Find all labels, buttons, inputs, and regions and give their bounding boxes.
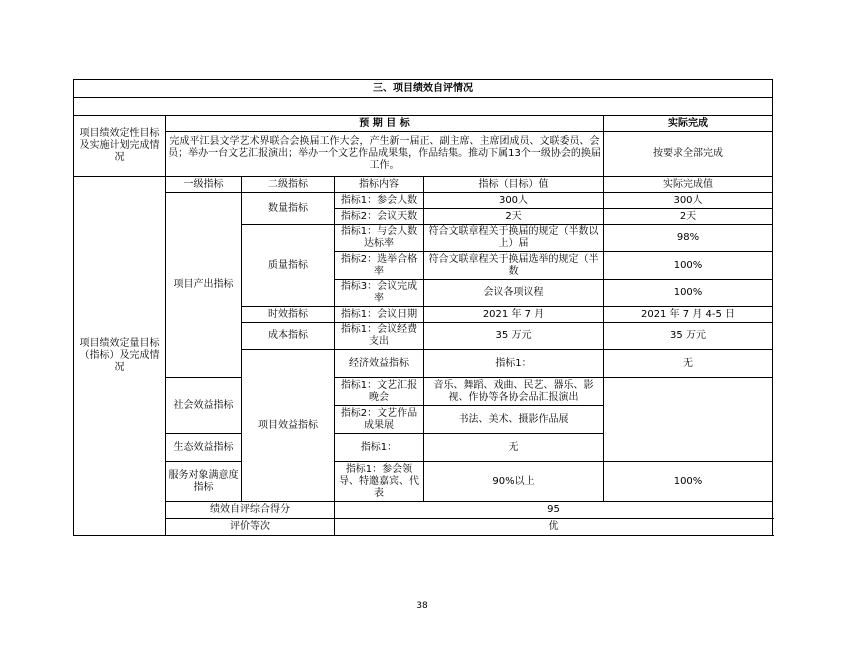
grade-row [74, 519, 773, 536]
indicator-content: 指标1：与会人数达标率 [335, 225, 424, 252]
table-row [74, 378, 773, 406]
output-level1: 项目产出指标 [166, 193, 242, 378]
timeliness-level2: 时效指标 [242, 307, 335, 323]
quality-level2: 质量指标 [242, 225, 335, 307]
quantity-level2: 数量指标 [242, 193, 335, 225]
satisfaction-level2: 服务对象满意度指标 [166, 462, 242, 502]
indicator-content: 指标1：会议经费支出 [335, 323, 424, 350]
qual-content-row [74, 132, 773, 177]
indicator-target: 会议各项议程 [424, 280, 604, 307]
indicator-actual: 35 万元 [604, 323, 773, 350]
score-label: 绩效自评综合得分 [166, 502, 335, 519]
qual-label: 项目绩效定性目标及实施计划完成情况 [74, 116, 166, 177]
col-header-content: 指标内容 [335, 177, 424, 193]
indicator-content: 指标2：选举合格率 [335, 252, 424, 280]
economic-level2: 经济效益指标 [335, 350, 424, 378]
quant-label: 项目绩效定量目标（指标）及完成情况 [74, 177, 166, 536]
indicator-target: 音乐、舞蹈、戏曲、民艺、器乐、影视、作协等各协会品汇报演出 [424, 378, 604, 406]
quant-header-row [74, 177, 773, 193]
indicator-content: 指标2：文艺作品成果展 [335, 406, 424, 434]
expected-header: 预 期 目 标 [166, 116, 604, 132]
blank-row [74, 98, 773, 116]
indicator-actual: 100% [604, 280, 773, 307]
indicator-target: 35 万元 [424, 323, 604, 350]
indicator-content: 指标1：参会领导、特邀嘉宾、代表 [335, 462, 424, 502]
actual-header: 实际完成 [604, 116, 773, 132]
benefit-level1: 项目效益指标 [242, 350, 335, 502]
ecological-level2: 生态效益指标 [166, 434, 242, 462]
indicator-content: 指标3：会议完成率 [335, 280, 424, 307]
blank-cell [74, 98, 773, 116]
indicator-content: 指标1：会议日期 [335, 307, 424, 323]
table-row [74, 193, 773, 209]
score-row [74, 502, 773, 519]
indicator-target: 90%以上 [424, 462, 604, 502]
indicator-actual: 300人 [604, 193, 773, 209]
indicator-actual: 98% [604, 225, 773, 252]
indicator-target: 无 [604, 350, 773, 378]
indicator-actual: 2021 年 7 月 4-5 日 [604, 307, 773, 323]
cost-level2: 成本指标 [242, 323, 335, 350]
col-header-actual: 实际完成值 [604, 177, 773, 193]
page-number: 38 [416, 601, 428, 611]
table-row [74, 434, 773, 462]
indicator-content: 指标1： [335, 434, 424, 462]
performance-table [73, 79, 773, 536]
indicator-actual: 100% [604, 462, 773, 502]
indicator-actual: 100% [604, 252, 773, 280]
col-header-level2: 二级指标 [242, 177, 335, 193]
indicator-target: 300人 [424, 193, 604, 209]
indicator-target: 符合文联章程关于换届的规定（半数以上）届 [424, 225, 604, 252]
indicator-actual: 2天 [604, 209, 773, 225]
indicator-content: 指标1：文艺汇报晚会 [335, 378, 424, 406]
section-title: 三、项目绩效自评情况 [74, 80, 773, 98]
indicator-target: 书法、美术、摄影作品展 [424, 406, 604, 434]
actual-text: 按要求全部完成 [604, 132, 773, 177]
indicator-target: 无 [424, 434, 604, 462]
expected-text: 完成平江县文学艺术界联合会换届工作大会，产生新一届正、副主席、主席团成员、文联委员、会员；举办一台文艺汇报演出；举办一个文艺作品成果集，作品结集。推动下属13个一级协会的换届工作。 [166, 132, 604, 177]
indicator-content: 指标2：会议天数 [335, 209, 424, 225]
col-header-level1: 一级指标 [166, 177, 242, 193]
title-row [74, 80, 773, 98]
indicator-content: 指标1：参会人数 [335, 193, 424, 209]
grade-label: 评价等次 [166, 519, 335, 536]
table-row [74, 462, 773, 486]
indicator-content: 指标1： [424, 350, 604, 378]
score-value: 95 [335, 502, 773, 519]
col-header-target: 指标（目标）值 [424, 177, 604, 193]
grade-value: 优 [335, 519, 773, 536]
indicator-target: 符合文联章程关于换届选举的规定（半数 [424, 252, 604, 280]
indicator-target: 2021 年 7 月 [424, 307, 604, 323]
social-level2: 社会效益指标 [166, 378, 242, 434]
indicator-target: 2天 [424, 209, 604, 225]
qual-header-row [74, 116, 773, 132]
